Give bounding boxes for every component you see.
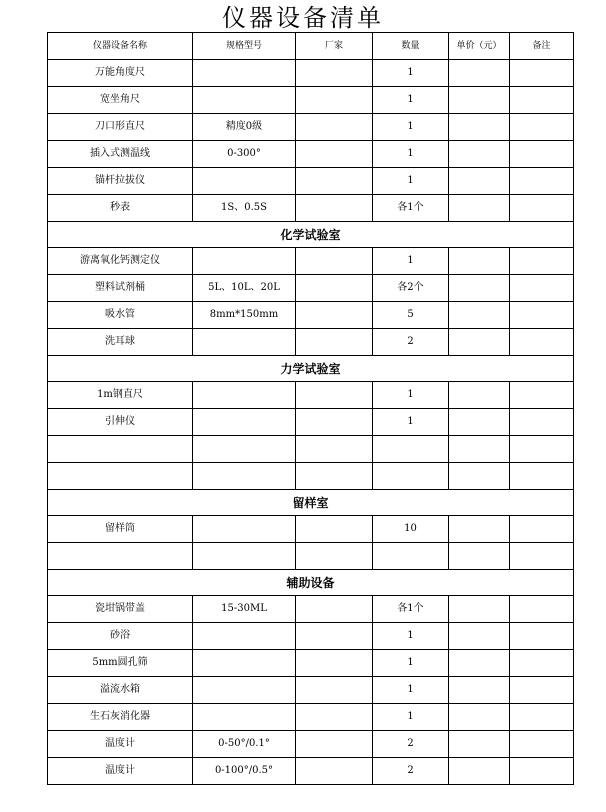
price-cell [449,275,510,302]
spec-cell [193,87,296,114]
qty-cell [373,463,449,490]
table-row [48,650,574,677]
section-header-row [48,356,574,382]
maker-cell [296,141,373,168]
equipment-table-body [48,33,574,785]
price-cell [449,731,510,758]
item-name-cell: 塑料试剂桶 [48,275,193,302]
maker-cell [296,677,373,704]
equipment-table [47,32,574,785]
maker-cell [296,623,373,650]
spec-cell: 15-30ML [193,596,296,623]
qty-cell: 2 [373,758,449,785]
maker-cell [296,543,373,570]
table-row [48,141,574,168]
maker-cell [296,60,373,87]
note-cell [510,463,574,490]
note-cell [510,195,574,222]
item-name-cell: 洗耳球 [48,329,193,356]
table-row [48,463,574,490]
price-cell [449,329,510,356]
qty-cell: 各1个 [373,195,449,222]
maker-cell [296,731,373,758]
price-cell [449,596,510,623]
maker-cell [296,436,373,463]
qty-cell [373,543,449,570]
qty-cell: 2 [373,329,449,356]
table-row [48,543,574,570]
spec-cell [193,677,296,704]
qty-cell: 1 [373,704,449,731]
item-name-cell [48,543,193,570]
item-name-cell: 秒表 [48,195,193,222]
spec-cell [193,329,296,356]
item-name-cell: 温度计 [48,758,193,785]
spec-cell: 精度0级 [193,114,296,141]
table-row [48,731,574,758]
item-name-cell: 溢流水箱 [48,677,193,704]
item-name-cell: 锚杆拉拔仪 [48,168,193,195]
column-header-price: 单价（元） [449,33,510,60]
table-row [48,409,574,436]
note-cell [510,677,574,704]
maker-cell [296,382,373,409]
spec-cell [193,704,296,731]
maker-cell [296,302,373,329]
spec-cell [193,168,296,195]
price-cell [449,623,510,650]
qty-cell: 1 [373,623,449,650]
note-cell [510,436,574,463]
qty-cell [373,436,449,463]
table-row [48,87,574,114]
maker-cell [296,195,373,222]
note-cell [510,516,574,543]
note-cell [510,168,574,195]
column-header-qty: 数量 [373,33,449,60]
column-header-note: 备注 [510,33,574,60]
item-name-cell: 宽坐角尺 [48,87,193,114]
note-cell [510,87,574,114]
note-cell [510,758,574,785]
maker-cell [296,87,373,114]
item-name-cell [48,436,193,463]
section-header-row [48,222,574,248]
qty-cell: 1 [373,114,449,141]
section-header-row [48,490,574,516]
qty-cell: 1 [373,141,449,168]
maker-cell [296,168,373,195]
note-cell [510,382,574,409]
qty-cell: 各1个 [373,596,449,623]
qty-cell: 1 [373,409,449,436]
table-row [48,758,574,785]
spec-cell: 0-100°/0.5° [193,758,296,785]
spec-cell [193,382,296,409]
table-row [48,248,574,275]
price-cell [449,436,510,463]
item-name-cell: 插入式测温线 [48,141,193,168]
price-cell [449,463,510,490]
price-cell [449,141,510,168]
item-name-cell: 吸水管 [48,302,193,329]
item-name-cell: 温度计 [48,731,193,758]
note-cell [510,409,574,436]
item-name-cell: 5mm圆孔筛 [48,650,193,677]
maker-cell [296,463,373,490]
table-row [48,677,574,704]
spec-cell [193,60,296,87]
price-cell [449,516,510,543]
price-cell [449,650,510,677]
qty-cell: 1 [373,382,449,409]
price-cell [449,302,510,329]
table-row [48,195,574,222]
table-row [48,382,574,409]
note-cell [510,731,574,758]
maker-cell [296,409,373,436]
qty-cell: 5 [373,302,449,329]
price-cell [449,87,510,114]
header-row [48,33,574,60]
maker-cell [296,248,373,275]
section-header-label: 力学试验室 [48,356,574,382]
item-name-cell [48,463,193,490]
spec-cell: 0-300° [193,141,296,168]
note-cell [510,329,574,356]
section-header-label: 化学试验室 [48,222,574,248]
price-cell [449,704,510,731]
qty-cell: 1 [373,60,449,87]
note-cell [510,275,574,302]
item-name-cell: 砂浴 [48,623,193,650]
qty-cell: 1 [373,168,449,195]
item-name-cell: 刀口形直尺 [48,114,193,141]
item-name-cell: 万能角度尺 [48,60,193,87]
note-cell [510,248,574,275]
item-name-cell: 游离氧化钙测定仪 [48,248,193,275]
note-cell [510,623,574,650]
item-name-cell: 生石灰消化器 [48,704,193,731]
section-header-label: 辅助设备 [48,570,574,596]
note-cell [510,596,574,623]
spec-cell: 8mm*150mm [193,302,296,329]
table-row [48,114,574,141]
table-row [48,60,574,87]
qty-cell: 2 [373,731,449,758]
qty-cell: 1 [373,677,449,704]
price-cell [449,195,510,222]
spec-cell [193,409,296,436]
spec-cell [193,463,296,490]
column-header-spec: 规格型号 [193,33,296,60]
spec-cell [193,516,296,543]
spec-cell [193,248,296,275]
column-header-maker: 厂家 [296,33,373,60]
price-cell [449,677,510,704]
spec-cell: 1S、0.5S [193,195,296,222]
table-row [48,329,574,356]
maker-cell [296,758,373,785]
table-row [48,302,574,329]
qty-cell: 1 [373,248,449,275]
section-header-label: 留样室 [48,490,574,516]
maker-cell [296,704,373,731]
spec-cell [193,436,296,463]
price-cell [449,114,510,141]
maker-cell [296,114,373,141]
note-cell [510,60,574,87]
item-name-cell: 瓷坩锅带盖 [48,596,193,623]
qty-cell: 各2个 [373,275,449,302]
table-row [48,623,574,650]
item-name-cell: 1m钢直尺 [48,382,193,409]
note-cell [510,543,574,570]
item-name-cell: 留样筒 [48,516,193,543]
maker-cell [296,275,373,302]
spec-cell: 0-50°/0.1° [193,731,296,758]
document-title: 仪器设备清单 [222,4,384,32]
qty-cell: 1 [373,87,449,114]
item-name-cell: 引伸仪 [48,409,193,436]
qty-cell: 1 [373,650,449,677]
section-header-row [48,570,574,596]
price-cell [449,758,510,785]
note-cell [510,302,574,329]
spec-cell: 5L、10L、20L [193,275,296,302]
maker-cell [296,650,373,677]
table-row [48,596,574,623]
maker-cell [296,329,373,356]
price-cell [449,409,510,436]
table-row [48,436,574,463]
qty-cell: 10 [373,516,449,543]
maker-cell [296,596,373,623]
price-cell [449,382,510,409]
spec-cell [193,543,296,570]
note-cell [510,114,574,141]
spec-cell [193,623,296,650]
table-row [48,704,574,731]
note-cell [510,141,574,168]
table-row [48,275,574,302]
maker-cell [296,516,373,543]
price-cell [449,248,510,275]
note-cell [510,704,574,731]
column-header-name: 仪器设备名称 [48,33,193,60]
table-row [48,516,574,543]
price-cell [449,168,510,195]
price-cell [449,543,510,570]
price-cell [449,60,510,87]
table-row [48,168,574,195]
spec-cell [193,650,296,677]
note-cell [510,650,574,677]
